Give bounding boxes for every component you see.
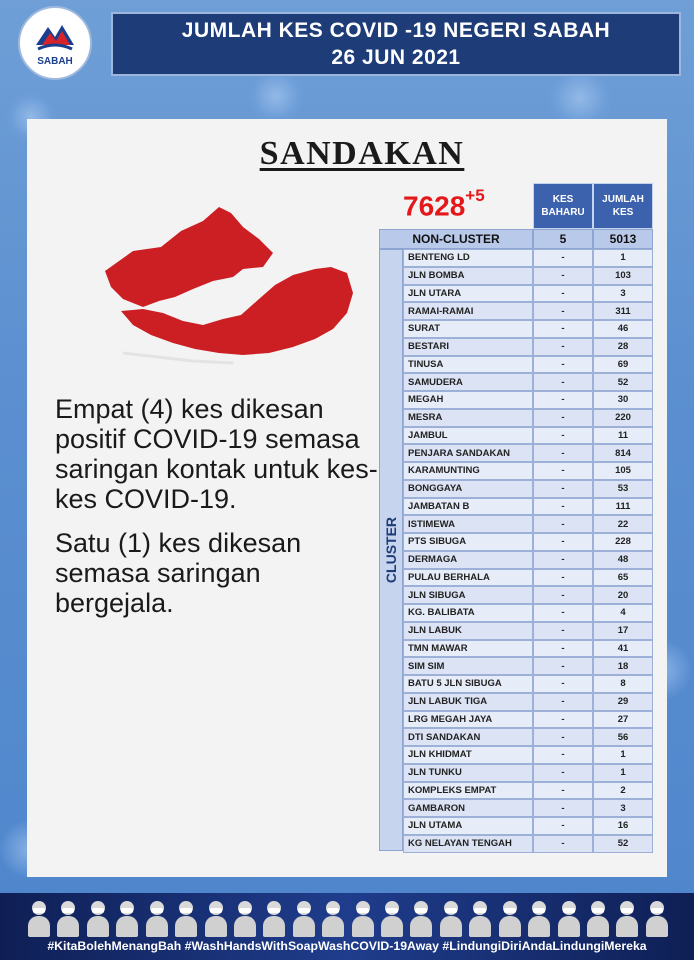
cluster-kes-baharu: -	[533, 586, 593, 604]
cluster-name: KOMPLEKS EMPAT	[403, 782, 533, 800]
cluster-side-label: CLUSTER	[379, 249, 403, 851]
cluster-jumlah-kes: 4	[593, 604, 653, 622]
person-icon	[57, 899, 79, 937]
cluster-jumlah-kes: 46	[593, 320, 653, 338]
cluster-name: PENJARA SANDAKAN	[403, 444, 533, 462]
cluster-name: DERMAGA	[403, 551, 533, 569]
cluster-kes-baharu: -	[533, 569, 593, 587]
cluster-kes-baharu: -	[533, 515, 593, 533]
cluster-name: TINUSA	[403, 356, 533, 374]
cluster-kes-baharu: -	[533, 302, 593, 320]
cluster-name: BENTENG LD	[403, 249, 533, 267]
person-icon	[352, 899, 374, 937]
non-cluster-row	[379, 229, 653, 249]
table-row	[403, 604, 653, 622]
cluster-name: BONGGAYA	[403, 480, 533, 498]
cluster-kes-baharu: -	[533, 462, 593, 480]
table-row	[403, 764, 653, 782]
table-row	[403, 799, 653, 817]
table-row	[403, 302, 653, 320]
cluster-jumlah-kes: 30	[593, 391, 653, 409]
cluster-jumlah-kes: 28	[593, 338, 653, 356]
cluster-jumlah-kes: 52	[593, 373, 653, 391]
cluster-name: GAMBARON	[403, 799, 533, 817]
description-contact-screening: Empat (4) kes dikesan positif COVID-19 semasa saringan kontak untuk kes-kes COVID-19.	[55, 394, 378, 514]
non-cluster-baharu: 5	[533, 229, 593, 249]
table-row	[403, 480, 653, 498]
table-row	[403, 515, 653, 533]
cluster-name: BATU 5 JLN SIBUGA	[403, 675, 533, 693]
footer-hashtags: #KitaBolehMenangBah #WashHandsWithSoapWashCOVID-19Away #LindungiDiriAndaLindungiMereka	[47, 939, 647, 953]
cluster-name: JLN SIBUGA	[403, 586, 533, 604]
person-icon	[293, 899, 315, 937]
person-icon	[116, 899, 138, 937]
cluster-jumlah-kes: 56	[593, 728, 653, 746]
masked-people-icon	[28, 899, 668, 939]
cluster-jumlah-kes: 3	[593, 799, 653, 817]
non-cluster-label: NON-CLUSTER	[379, 229, 533, 249]
cluster-jumlah-kes: 111	[593, 498, 653, 516]
cluster-jumlah-kes: 27	[593, 711, 653, 729]
cluster-name: SURAT	[403, 320, 533, 338]
cluster-kes-baharu: -	[533, 604, 593, 622]
non-cluster-jumlah: 5013	[593, 229, 653, 249]
cluster-jumlah-kes: 311	[593, 302, 653, 320]
total-cases-value: 7628	[403, 190, 466, 222]
table-row	[403, 693, 653, 711]
cluster-kes-baharu: -	[533, 817, 593, 835]
cluster-kes-baharu: -	[533, 498, 593, 516]
cluster-kes-baharu: -	[533, 782, 593, 800]
table-row	[403, 462, 653, 480]
cluster-kes-baharu: -	[533, 835, 593, 853]
person-icon	[28, 899, 50, 937]
cluster-jumlah-kes: 17	[593, 622, 653, 640]
table-row	[403, 657, 653, 675]
table-row	[403, 356, 653, 374]
cluster-name: JAMBUL	[403, 427, 533, 445]
person-icon	[558, 899, 580, 937]
cluster-name: PULAU BERHALA	[403, 569, 533, 587]
cluster-kes-baharu: -	[533, 338, 593, 356]
cluster-jumlah-kes: 20	[593, 586, 653, 604]
cluster-name: JLN KHIDMAT	[403, 746, 533, 764]
cluster-name: KG. BALIBATA	[403, 604, 533, 622]
cluster-name: JLN LABUK	[403, 622, 533, 640]
cluster-jumlah-kes: 41	[593, 640, 653, 658]
cluster-kes-baharu: -	[533, 693, 593, 711]
jkns-sabah-logo-icon	[32, 19, 78, 55]
table-row	[403, 338, 653, 356]
cluster-name: JLN TUNKU	[403, 764, 533, 782]
table-row	[403, 285, 653, 303]
district-card	[27, 119, 667, 877]
table-row	[403, 249, 653, 267]
cluster-name: JAMBATAN B	[403, 498, 533, 516]
cluster-name: DTI SANDAKAN	[403, 728, 533, 746]
cluster-name: TMN MAWAR	[403, 640, 533, 658]
description-symptomatic-screening: Satu (1) kes dikesan semasa saringan bergejala.	[55, 528, 302, 618]
new-cases-value: +5	[465, 186, 485, 205]
table-row	[403, 533, 653, 551]
table-row	[403, 373, 653, 391]
cluster-name: JLN UTAMA	[403, 817, 533, 835]
person-icon	[175, 899, 197, 937]
person-icon	[616, 899, 638, 937]
cluster-jumlah-kes: 228	[593, 533, 653, 551]
cluster-name: BESTARI	[403, 338, 533, 356]
header-title: JUMLAH KES COVID -19 NEGERI SABAH	[181, 19, 611, 42]
cluster-kes-baharu: -	[533, 356, 593, 374]
table-row	[403, 711, 653, 729]
table-row	[403, 782, 653, 800]
person-icon	[87, 899, 109, 937]
cluster-kes-baharu: -	[533, 711, 593, 729]
cluster-jumlah-kes: 52	[593, 835, 653, 853]
cluster-kes-baharu: -	[533, 764, 593, 782]
table-row	[403, 391, 653, 409]
table-row	[403, 728, 653, 746]
cluster-name: ISTIMEWA	[403, 515, 533, 533]
cluster-kes-baharu: -	[533, 728, 593, 746]
cluster-name: JLN LABUK TIGA	[403, 693, 533, 711]
district-title: SANDAKAN	[259, 135, 465, 172]
person-icon	[381, 899, 403, 937]
cluster-table	[403, 249, 653, 853]
table-row	[403, 498, 653, 516]
person-icon	[263, 899, 285, 937]
cluster-kes-baharu: -	[533, 657, 593, 675]
person-icon	[146, 899, 168, 937]
cluster-name: SAMUDERA	[403, 373, 533, 391]
person-icon	[528, 899, 550, 937]
table-row	[403, 551, 653, 569]
cluster-kes-baharu: -	[533, 267, 593, 285]
column-header-jumlah-kes: JUMLAH KES	[593, 183, 653, 229]
cluster-jumlah-kes: 18	[593, 657, 653, 675]
cluster-kes-baharu: -	[533, 391, 593, 409]
person-icon	[587, 899, 609, 937]
header-date: 26 JUN 2021	[331, 46, 461, 69]
cluster-jumlah-kes: 48	[593, 551, 653, 569]
cluster-kes-baharu: -	[533, 373, 593, 391]
table-row	[403, 444, 653, 462]
cluster-kes-baharu: -	[533, 409, 593, 427]
cluster-name: KG NELAYAN TENGAH	[403, 835, 533, 853]
column-header-kes-baharu: KES BAHARU	[533, 183, 593, 229]
cluster-jumlah-kes: 53	[593, 480, 653, 498]
cluster-name: JLN BOMBA	[403, 267, 533, 285]
table-row	[403, 675, 653, 693]
table-row	[403, 569, 653, 587]
total-cases	[403, 186, 485, 222]
cluster-jumlah-kes: 8	[593, 675, 653, 693]
person-icon	[646, 899, 668, 937]
table-row	[403, 409, 653, 427]
cluster-jumlah-kes: 29	[593, 693, 653, 711]
cluster-name: JLN UTARA	[403, 285, 533, 303]
table-row	[403, 622, 653, 640]
cluster-name: MEGAH	[403, 391, 533, 409]
sandakan-map-icon	[63, 203, 363, 365]
table-row	[403, 427, 653, 445]
table-row	[403, 640, 653, 658]
cluster-name: SIM SIM	[403, 657, 533, 675]
cluster-kes-baharu: -	[533, 427, 593, 445]
virus-decoration-icon	[248, 68, 304, 124]
cluster-kes-baharu: -	[533, 675, 593, 693]
cluster-jumlah-kes: 22	[593, 515, 653, 533]
table-row	[403, 320, 653, 338]
case-description	[55, 394, 385, 632]
cluster-jumlah-kes: 16	[593, 817, 653, 835]
cluster-jumlah-kes: 3	[593, 285, 653, 303]
table-row	[403, 746, 653, 764]
cluster-kes-baharu: -	[533, 551, 593, 569]
person-icon	[234, 899, 256, 937]
cluster-name: PTS SIBUGA	[403, 533, 533, 551]
jkns-sabah-logo	[18, 6, 92, 80]
cluster-kes-baharu: -	[533, 480, 593, 498]
cluster-kes-baharu: -	[533, 640, 593, 658]
cluster-kes-baharu: -	[533, 533, 593, 551]
cluster-jumlah-kes: 814	[593, 444, 653, 462]
person-icon	[469, 899, 491, 937]
table-row	[403, 835, 653, 853]
footer-banner	[0, 893, 694, 960]
cluster-kes-baharu: -	[533, 622, 593, 640]
cluster-name: LRG MEGAH JAYA	[403, 711, 533, 729]
person-icon	[205, 899, 227, 937]
table-row	[403, 817, 653, 835]
cluster-kes-baharu: -	[533, 249, 593, 267]
table-row	[403, 586, 653, 604]
cluster-kes-baharu: -	[533, 799, 593, 817]
page-header	[111, 12, 681, 76]
cluster-jumlah-kes: 1	[593, 249, 653, 267]
cluster-jumlah-kes: 65	[593, 569, 653, 587]
cluster-jumlah-kes: 2	[593, 782, 653, 800]
cluster-jumlah-kes: 103	[593, 267, 653, 285]
cluster-jumlah-kes: 1	[593, 764, 653, 782]
table-row	[403, 267, 653, 285]
cluster-jumlah-kes: 105	[593, 462, 653, 480]
cluster-jumlah-kes: 220	[593, 409, 653, 427]
cluster-jumlah-kes: 69	[593, 356, 653, 374]
cluster-name: KARAMUNTING	[403, 462, 533, 480]
logo-text: SABAH	[37, 56, 73, 67]
person-icon	[440, 899, 462, 937]
cluster-jumlah-kes: 1	[593, 746, 653, 764]
cluster-kes-baharu: -	[533, 444, 593, 462]
person-icon	[499, 899, 521, 937]
cluster-kes-baharu: -	[533, 320, 593, 338]
cluster-kes-baharu: -	[533, 746, 593, 764]
cluster-name: RAMAI-RAMAI	[403, 302, 533, 320]
cluster-name: MESRA	[403, 409, 533, 427]
person-icon	[322, 899, 344, 937]
cluster-jumlah-kes: 11	[593, 427, 653, 445]
cluster-kes-baharu: -	[533, 285, 593, 303]
person-icon	[410, 899, 432, 937]
